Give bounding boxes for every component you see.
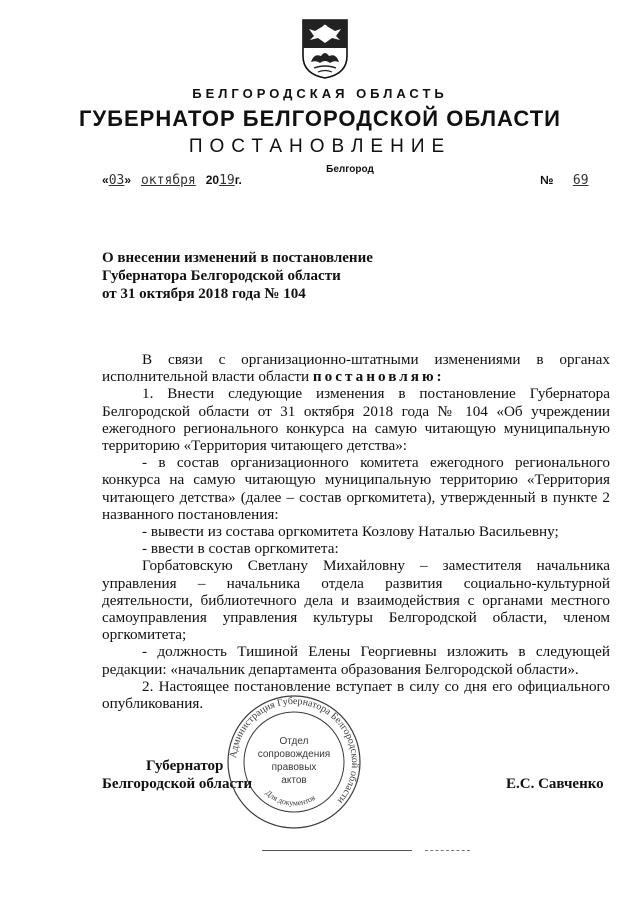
city-name: Белгород (326, 164, 374, 175)
document-body (102, 351, 610, 712)
stamp-outer-text: Администрация Губернатора Белгородской области (228, 695, 361, 806)
body-paragraph: Горбатовскую Светлану Михайловну – заместителя начальника управления – начальника отдела развития социально-культурной деятельности, библиотечного дела и взаимодействия с органами местного самоуправления управления культуры Белгородской области, членом оргкомитета; (102, 557, 610, 644)
body-paragraph: - в состав организационного комитета ежегодного регионального конкурса на самую читающую муниципальную территорию «Территория читающего детства» (далее – состав оргкомитета), утвержденный в пункте 2 названного постановления: (102, 454, 610, 523)
signatory-name: Е.С. Савченко (506, 776, 604, 792)
signatory-title-line: Белгородской области (102, 776, 253, 792)
stamp-inner-line: правовых (271, 762, 317, 773)
region-name: БЕЛГОРОДСКАЯ ОБЛАСТЬ (192, 86, 448, 101)
stamp-inner-line: актов (281, 775, 307, 786)
date-year-abbr: г. (234, 173, 242, 187)
date-year-prefix: 20 (205, 173, 220, 187)
document-number (540, 173, 605, 188)
body-paragraph: 2. Настоящее постановление вступает в силу со дня его официального опубликования. (102, 677, 610, 713)
footer-rule (262, 850, 412, 851)
belgorod-coat-of-arms-icon (300, 18, 350, 80)
document-subject (102, 249, 432, 303)
official-stamp (226, 694, 362, 830)
number-value: 69 (572, 173, 589, 188)
body-paragraph: - ввести в состав оргкомитета: (142, 540, 339, 558)
date-open-quote: « (102, 173, 109, 187)
document-date (102, 173, 242, 188)
stamp-inner-line: Отдел (279, 736, 309, 747)
body-paragraph: - должность Тишиной Елены Георгиевны изложить в следующей редакции: «начальник департамента образования Белгородской области». (102, 643, 610, 678)
stamp-bottom-text: Для документов (263, 788, 317, 808)
body-paragraph: 1. Внести следующие изменения в постановление Губернатора Белгородской области от 31 октября 2018 года № 104 «Об учреждении ежегодного регионального конкурса на самую читающую муниципальную территорию «Территория читающего детства»: (102, 385, 610, 455)
subject-line: О внесении изменений в постановление (102, 250, 373, 266)
signatory-title-line: Губернатор (146, 758, 224, 774)
authority-title: ГУБЕРНАТОР БЕЛГОРОДСКОЙ ОБЛАСТИ (79, 106, 561, 131)
resolution-keyword: постановляю: (312, 368, 445, 386)
body-paragraph: - вывести из состава оргкомитета Козлову Наталью Васильевну; (142, 523, 559, 541)
date-year-suffix: 19 (219, 173, 235, 188)
number-label: № (540, 173, 554, 187)
stamp-inner-line: сопровождения (257, 749, 331, 760)
date-month: октября (140, 173, 196, 188)
body-paragraph (102, 351, 610, 385)
subject-line: от 31 октября 2018 года № 104 (102, 286, 306, 302)
document-type: ПОСТАНОВЛЕНИЕ (188, 136, 452, 157)
preamble-text: В связи с организационно-штатными изменениями в органах исполнительной власти области (102, 351, 610, 386)
date-close-quote: » (124, 173, 132, 187)
footer-rule-dashed (425, 850, 470, 851)
date-day: 03 (108, 173, 125, 188)
subject-line: Губернатора Белгородской области (102, 268, 341, 284)
